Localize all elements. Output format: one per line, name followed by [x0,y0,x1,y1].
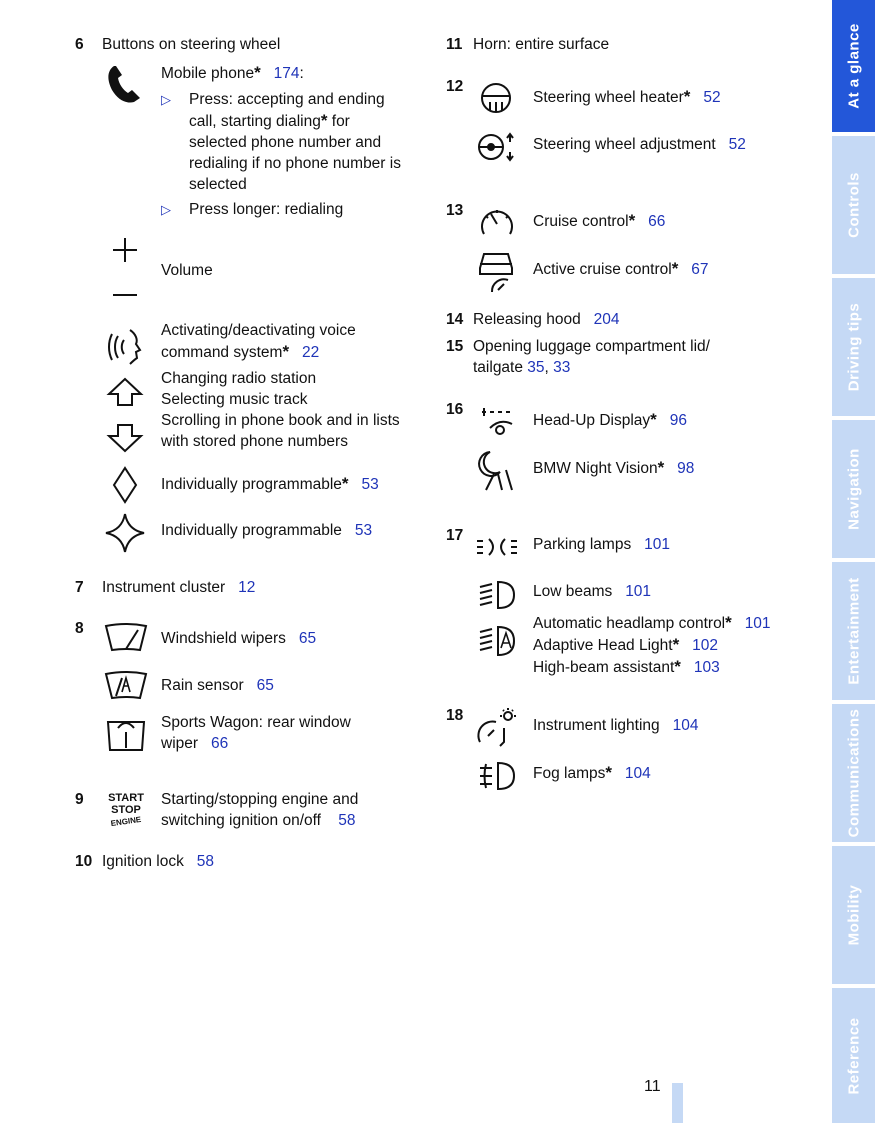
text-part: Automatic headlamp control [533,615,726,632]
tab-label: Entertainment [845,577,862,685]
tab-label: Communications [845,708,862,838]
option-star: * [672,635,680,654]
icon-text: ENGINE [110,814,142,829]
text-part: Head-Up Display [533,412,651,429]
low-beams-icon [478,579,516,611]
option-star: * [254,63,261,82]
text-line: selected [189,176,247,193]
steering-wheel-heater-icon [478,80,514,116]
option-star: * [657,458,665,477]
text-line [533,656,771,678]
instrument-lighting-icon [474,708,518,748]
auto-headlamp-icon [478,624,518,658]
windshield-wipers-entry [161,628,316,649]
text-line: Press: accepting and ending [189,91,385,108]
adjust-entry [533,134,746,155]
text-part: Active cruise control [533,261,672,278]
parking-entry [533,534,670,555]
page-number-marker [672,1083,683,1123]
rain-sensor-entry [161,675,274,696]
page-ref[interactable]: 35 [527,359,545,376]
text-line: redialing if no phone number is [189,155,401,172]
text-part: Individually programmable [161,476,342,493]
tab-controls[interactable] [832,136,875,274]
text-part: Parking lamps [533,536,632,553]
text-part: Releasing hood [473,311,581,328]
section-number-10: 10 [75,853,93,870]
rain-sensor-icon [104,670,148,702]
section-number-18: 18 [446,707,464,724]
text-part: tailgate [473,359,523,376]
active-cruise-entry [533,258,709,280]
fog-lamps-entry [533,762,651,784]
arrow-down-icon [106,422,144,454]
page-ref[interactable]: 65 [256,677,274,694]
text-line: Activating/deactivating voice [161,322,356,339]
section-number-16: 16 [446,401,464,418]
tab-label: Driving tips [845,302,862,392]
arrow-up-icon [106,376,144,408]
option-star: * [650,410,657,429]
rear-wiper-entry [161,712,351,754]
text-part: Ignition lock [102,853,184,870]
text-part: for [327,113,350,130]
tab-entertainment[interactable] [832,562,875,700]
head-up-display-icon [478,404,516,438]
heater-entry [533,86,721,108]
windshield-wiper-icon [104,622,148,654]
text-part: wiper [161,735,199,752]
phone-icon [104,62,148,106]
page-ref[interactable]: 12 [238,579,256,596]
plus-icon [110,236,140,264]
page-ref[interactable]: 66 [210,735,229,752]
text-part: call, starting dialing [189,113,321,130]
start-stop-entry [161,789,358,831]
hud-entry [533,409,687,431]
tab-at-a-glance[interactable] [832,0,875,132]
low-beams-entry [533,581,651,602]
page-ref[interactable]: 52 [728,136,746,153]
option-star: * [683,87,691,106]
text-part: Adaptive Head Light [533,637,673,654]
option-star: * [671,259,679,278]
tab-label: Navigation [845,448,862,530]
text-line: with stored phone numbers [161,433,348,450]
section-number-13: 13 [446,202,464,219]
section-number-12: 12 [446,78,464,95]
voice-command-icon [104,324,148,368]
tab-mobility[interactable] [832,846,875,984]
tab-label: Controls [845,172,862,238]
option-star: * [320,111,328,130]
page-number: 11 [644,1078,661,1095]
page-ref[interactable]: 101 [644,536,671,553]
bullet-triangle-icon: ▷ [161,202,171,217]
option-star: * [725,613,732,632]
section-number-15: 15 [446,338,464,355]
tab-label: At a glance [845,23,862,109]
text-part: switching ignition on/off [161,812,321,829]
page-ref[interactable]: 22 [302,344,320,361]
section-title-6: Buttons on steering wheel [102,36,281,53]
page-ref[interactable]: 98 [677,460,695,477]
fog-lamps-icon [478,760,516,792]
four-point-star-icon [104,512,146,554]
page-ref[interactable]: 52 [703,89,721,106]
text-line [533,612,771,634]
option-star: * [282,342,290,361]
section-number-17: 17 [446,527,464,544]
text-line: Sports Wagon: rear window [161,714,351,731]
icon-text: STOP [111,804,141,816]
text-part: Rain sensor [161,677,244,694]
text-line [161,810,358,831]
instrument-lighting-entry [533,715,698,736]
text-part: Instrument lighting [533,717,660,734]
voice-command-entry [161,320,356,363]
section-number-8: 8 [75,620,84,637]
text-line [533,634,771,656]
page-ref[interactable]: 65 [298,630,317,647]
tab-navigation[interactable] [832,420,875,558]
steering-wheel-adjust-icon [476,130,516,164]
text-line: selected phone number and [189,134,382,151]
section-number-11: 11 [446,36,463,53]
parking-lamps-icon [475,536,519,558]
option-star: * [605,763,612,782]
page-ref[interactable]: 104 [624,765,651,782]
text-part: Windshield wipers [161,630,286,647]
hood-entry [473,309,620,330]
text-part: Instrument cluster [102,579,226,596]
text-line [161,341,356,363]
section-number-6: 6 [75,36,84,53]
text-part: command system [161,344,283,361]
start-stop-button-icon [104,792,148,828]
page-ref[interactable]: 58 [196,853,215,870]
radio-entry [161,368,400,452]
cruise-control-icon [478,204,516,240]
page-ref[interactable]: 103 [693,659,720,676]
separator: , [544,359,554,376]
section-number-9: 9 [75,791,84,808]
option-star: * [628,211,636,230]
text-part: Low beams [533,583,613,600]
page-ref[interactable]: 66 [648,213,666,230]
page-ref[interactable]: 174 [273,65,300,82]
text-part: BMW Night Vision [533,460,658,477]
page-ref[interactable]: 204 [593,311,620,328]
auto-headlamp-entry [533,612,771,678]
page-ref[interactable]: 101 [744,615,771,632]
page-ref[interactable]: 96 [669,412,687,429]
page-ref[interactable]: 102 [692,637,719,654]
page-ref[interactable]: 53 [361,476,379,493]
tab-label: Reference [845,1016,862,1095]
text-line: Changing radio station [161,370,317,387]
text-line [189,110,401,132]
tab-label: Mobility [845,884,862,946]
text-line [473,357,710,378]
mobile-phone-entry [161,62,304,84]
cruise-entry [533,210,665,232]
horn-entry: Horn: entire surface [473,36,610,53]
page-ref[interactable]: 101 [625,583,652,600]
night-vision-icon [476,450,516,494]
option-star: * [341,474,349,493]
section-number-14: 14 [446,311,464,328]
bullet-press-longer: Press longer: redialing [189,201,344,218]
text-part: Cruise control [533,213,629,230]
rear-wiper-icon [104,716,148,754]
ignition-lock-entry [102,851,214,872]
tab-driving-tips[interactable] [832,278,875,416]
text-part: Fog lamps [533,765,606,782]
page-ref[interactable]: 58 [338,812,356,829]
volume-label: Volume [161,262,213,279]
section-number-7: 7 [75,579,84,596]
minus-icon [110,290,140,300]
colon: : [299,65,304,82]
page-ref[interactable]: 67 [691,261,709,278]
active-cruise-icon [476,246,516,294]
text-part: Steering wheel adjustment [533,136,716,153]
diamond-icon [112,466,138,504]
page-ref[interactable]: 53 [354,522,373,539]
programmable-entry-2 [161,520,372,541]
option-star: * [674,657,681,676]
night-vision-entry [533,457,694,479]
text-line [161,733,351,754]
bullet-press-text [189,89,401,195]
luggage-entry [473,336,710,378]
text-line: Starting/stopping engine and [161,791,359,808]
text-line: Selecting music track [161,391,308,408]
tab-reference[interactable] [832,988,875,1123]
page-ref[interactable]: 104 [672,717,699,734]
text-part: Steering wheel heater [533,89,684,106]
text-part: High-beam assistant [533,659,675,676]
tab-communications[interactable] [832,704,875,842]
text-part: Individually programmable [161,522,342,539]
bullet-triangle-icon: ▷ [161,92,171,107]
instrument-cluster-entry [102,577,255,598]
chapter-tabs [832,0,875,1123]
text-line: Opening luggage compartment lid/ [473,338,710,355]
text-line: Scrolling in phone book and in lists [161,412,400,429]
programmable-entry-1 [161,473,379,495]
page-ref[interactable]: 33 [553,359,571,376]
mobile-phone-label: Mobile phone [161,65,255,82]
icon-text: START [108,792,144,804]
